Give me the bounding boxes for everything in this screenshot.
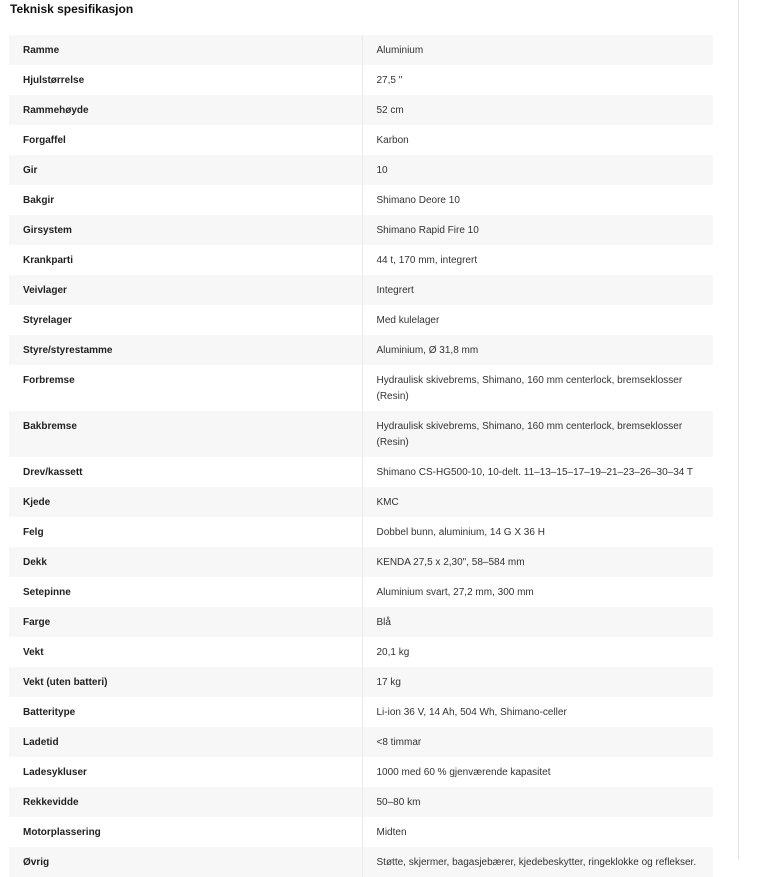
spec-value: Midten [362, 817, 713, 847]
spec-label: Vekt [9, 637, 362, 667]
spec-label: Krankparti [9, 245, 362, 275]
spec-row [9, 95, 713, 125]
spec-row [9, 411, 713, 457]
spec-label: Girsystem [9, 215, 362, 245]
spec-row [9, 215, 713, 245]
spec-row [9, 547, 713, 577]
spec-label: Ladetid [9, 727, 362, 757]
spec-value: 44 t, 170 mm, integrert [362, 245, 713, 275]
spec-value: Aluminium, Ø 31,8 mm [362, 335, 713, 365]
spec-label: Kjede [9, 487, 362, 517]
spec-row [9, 607, 713, 637]
spec-value: Aluminium svart, 27,2 mm, 300 mm [362, 577, 713, 607]
spec-label: Bakgir [9, 185, 362, 215]
spec-table [9, 35, 713, 877]
spec-label: Ramme [9, 35, 362, 65]
spec-row [9, 487, 713, 517]
spec-value: Shimano CS-HG500-10, 10-delt. 11–13–15–17–19–21–23–26–30–34 T [362, 457, 713, 487]
spec-row [9, 457, 713, 487]
spec-label: Setepinne [9, 577, 362, 607]
spec-row [9, 787, 713, 817]
spec-label: Vekt (uten batteri) [9, 667, 362, 697]
spec-value: KENDA 27,5 x 2,30", 58–584 mm [362, 547, 713, 577]
spec-label: Bakbremse [9, 411, 362, 457]
right-margin-panel [739, 0, 776, 859]
spec-row [9, 335, 713, 365]
spec-value: Karbon [362, 125, 713, 155]
spec-row [9, 757, 713, 787]
spec-row [9, 155, 713, 185]
spec-row [9, 65, 713, 95]
spec-label: Hjulstørrelse [9, 65, 362, 95]
spec-value: Li-ion 36 V, 14 Ah, 504 Wh, Shimano-celler [362, 697, 713, 727]
spec-label: Dekk [9, 547, 362, 577]
spec-value: 1000 med 60 % gjenværende kapasitet [362, 757, 713, 787]
spec-row [9, 517, 713, 547]
spec-row [9, 727, 713, 757]
spec-value: 27,5 " [362, 65, 713, 95]
spec-value: Integrert [362, 275, 713, 305]
spec-row [9, 577, 713, 607]
spec-label: Drev/kassett [9, 457, 362, 487]
spec-label: Rammehøyde [9, 95, 362, 125]
spec-value: KMC [362, 487, 713, 517]
spec-row [9, 365, 713, 411]
spec-row [9, 667, 713, 697]
spec-label: Styre/styrestamme [9, 335, 362, 365]
spec-value: 50–80 km [362, 787, 713, 817]
spec-value: Med kulelager [362, 305, 713, 335]
spec-label: Forgaffel [9, 125, 362, 155]
spec-row [9, 637, 713, 667]
spec-value: 10 [362, 155, 713, 185]
spec-label: Gir [9, 155, 362, 185]
spec-value: Aluminium [362, 35, 713, 65]
spec-label: Veivlager [9, 275, 362, 305]
spec-value: 17 kg [362, 667, 713, 697]
spec-row [9, 125, 713, 155]
section-title: Teknisk spesifikasjon [10, 2, 134, 16]
spec-row [9, 847, 713, 877]
spec-value: Shimano Rapid Fire 10 [362, 215, 713, 245]
spec-row [9, 35, 713, 65]
spec-label: Ladesykluser [9, 757, 362, 787]
spec-value: Hydraulisk skivebrems, Shimano, 160 mm centerlock, bremseklosser (Resin) [362, 365, 713, 411]
spec-row [9, 305, 713, 335]
spec-value: 20,1 kg [362, 637, 713, 667]
spec-label: Styrelager [9, 305, 362, 335]
spec-row [9, 697, 713, 727]
spec-label: Rekkevidde [9, 787, 362, 817]
spec-value: Hydraulisk skivebrems, Shimano, 160 mm centerlock, bremseklosser (Resin) [362, 411, 713, 457]
spec-row [9, 275, 713, 305]
spec-value: Støtte, skjermer, bagasjebærer, kjedebeskytter, ringeklokke og reflekser. [362, 847, 713, 877]
spec-value: 52 cm [362, 95, 713, 125]
spec-value: Dobbel bunn, aluminium, 14 G X 36 H [362, 517, 713, 547]
spec-value: Blå [362, 607, 713, 637]
spec-label: Batteritype [9, 697, 362, 727]
spec-row [9, 185, 713, 215]
spec-row [9, 817, 713, 847]
spec-label: Felg [9, 517, 362, 547]
spec-label: Forbremse [9, 365, 362, 411]
spec-label: Øvrig [9, 847, 362, 877]
spec-label: Motorplassering [9, 817, 362, 847]
spec-row [9, 245, 713, 275]
spec-value: <8 timmar [362, 727, 713, 757]
spec-label: Farge [9, 607, 362, 637]
spec-value: Shimano Deore 10 [362, 185, 713, 215]
